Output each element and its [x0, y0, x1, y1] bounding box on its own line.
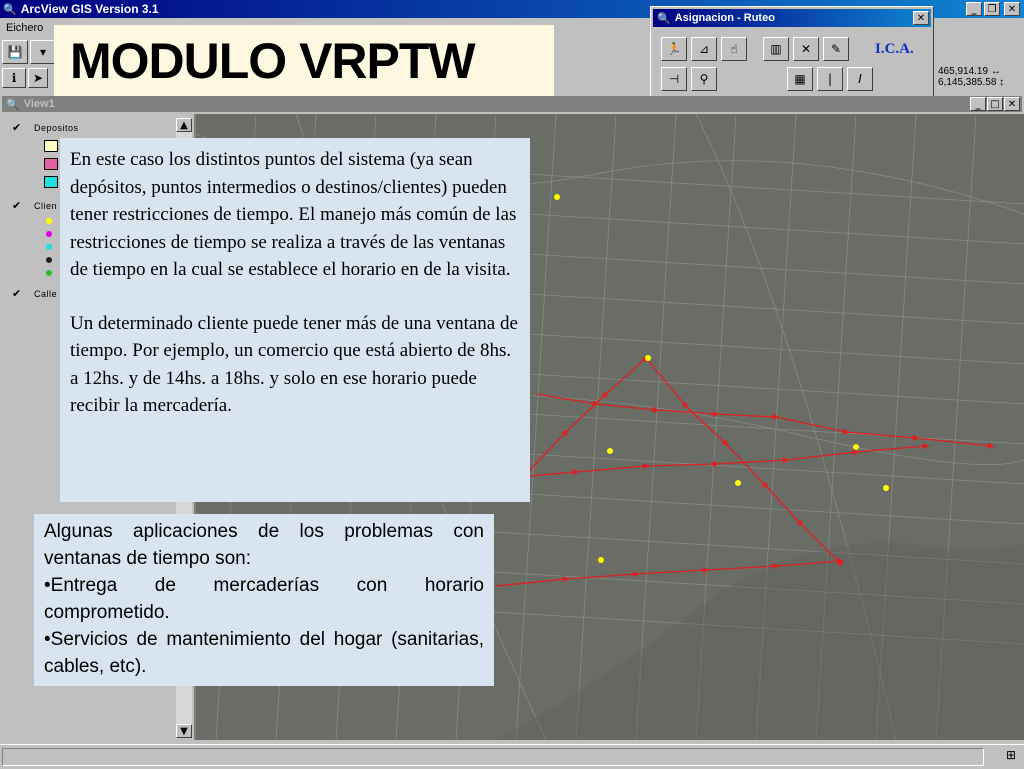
dialog-title: Asignacion - Ruteo — [674, 12, 775, 24]
view-maximize-button[interactable]: □ — [987, 97, 1003, 111]
split-tool-button[interactable]: ⊣ — [661, 67, 687, 91]
applications-intro: Algunas aplicaciones de los problemas con ventanas de tiempo son: — [44, 521, 484, 569]
coord-y: 6,145,385.58 — [938, 77, 997, 88]
hand-tool-button[interactable]: ☝ — [721, 37, 747, 61]
theme-label: Clien — [34, 201, 58, 211]
legend-point — [46, 231, 52, 237]
asignacion-dialog — [650, 6, 934, 106]
minimize-button[interactable]: _ — [966, 2, 982, 16]
legend-theme-calles[interactable] — [12, 288, 57, 300]
restore-button[interactable]: ❐ — [984, 2, 1000, 16]
delete-tool-button[interactable]: ✕ — [793, 37, 819, 61]
pin-tool-button[interactable]: ⚲ — [691, 67, 717, 91]
chart-tool-button[interactable]: ▥ — [763, 37, 789, 61]
view-minimize-button[interactable]: _ — [970, 97, 986, 111]
size-grip-icon: ⊞ — [1005, 748, 1016, 762]
view-title: View1 — [23, 98, 55, 110]
legend-point — [46, 270, 52, 276]
scroll-down-button[interactable]: ▼ — [176, 724, 192, 738]
app-title: ArcView GIS Version 3.1 — [20, 2, 159, 16]
vertical-arrows-icon: ↕ — [999, 77, 1005, 88]
legend-theme-depositos[interactable] — [12, 122, 79, 134]
slide-title-box — [54, 25, 554, 97]
applications-bullet: •Servicios de mantenimiento del hogar (sanitarias, cables, etc). — [44, 629, 484, 677]
coord-x: 465,914.19 — [938, 66, 989, 77]
applications-bullet: •Entrega de mercaderías con horario comprometido. — [44, 575, 484, 623]
view-titlebar — [2, 96, 1022, 112]
legend-swatch — [44, 158, 58, 170]
italic-tool-button[interactable]: I — [847, 67, 873, 91]
toolbar-row-1 — [2, 40, 56, 64]
slide-title: MODULO VRPTW — [70, 33, 475, 89]
theme-label: Depositos — [34, 123, 79, 133]
dialog-titlebar — [653, 9, 931, 27]
horizontal-arrows-icon: ↔ — [990, 66, 1001, 77]
text-panel-time-windows — [60, 138, 530, 502]
paragraph-example: Un determinado cliente puede tener más de una ventana de tiempo. Por ejemplo, un comercio que está abierto de 8hs. a 12hs. y de 14hs. a 18hs. y solo en ese horario puede recibir la mercadería. — [70, 312, 518, 416]
dialog-icon: 🔍 — [657, 11, 671, 25]
stairs-tool-button[interactable]: ⊿ — [691, 37, 717, 61]
legend-theme-clientes[interactable] — [12, 200, 57, 212]
theme-label: Calle — [34, 289, 58, 299]
status-field — [2, 748, 984, 766]
legend-point — [46, 244, 52, 250]
client-point — [853, 444, 859, 450]
coordinates-readout — [938, 66, 1004, 88]
client-point — [607, 448, 613, 454]
pointer-tool[interactable]: ➤ — [28, 68, 48, 88]
paragraph-time-windows: En este caso los distintos puntos del sistema (ya sean depósitos, puntos intermedios o destinos/clientes) pueden tener restricciones de tiempo. El manejo más común de las restricciones de tiempo se realiza a través de las ventanas de tiempo en la cual se establece el horario en de la visita. — [70, 149, 517, 280]
legend-swatch — [44, 176, 58, 188]
info-tool[interactable]: ℹ — [2, 68, 26, 88]
client-point — [735, 480, 741, 486]
checkbox-icon[interactable]: ✔ — [12, 287, 22, 300]
line-tool-button[interactable]: | — [817, 67, 843, 91]
legend-point — [46, 257, 52, 263]
scroll-up-button[interactable]: ▲ — [176, 118, 192, 132]
tool-button[interactable]: ▾ — [30, 40, 56, 64]
client-point — [883, 485, 889, 491]
ica-logo: I.C.A. — [875, 41, 914, 57]
runner-tool-button[interactable]: 🏃 — [661, 37, 687, 61]
checkbox-icon[interactable]: ✔ — [12, 199, 22, 212]
status-bar — [0, 744, 1024, 769]
menu-item-file[interactable]: Eichero — [6, 22, 44, 34]
client-point — [598, 557, 604, 563]
grid-tool-button[interactable]: ▦ — [787, 67, 813, 91]
legend-swatch — [44, 140, 58, 152]
checkbox-icon[interactable]: ✔ — [12, 121, 22, 134]
view-icon: 🔍 — [6, 97, 20, 111]
legend-point — [46, 218, 52, 224]
text-panel-applications — [34, 514, 494, 686]
client-point — [554, 194, 560, 200]
edit-tool-button[interactable]: ✎ — [823, 37, 849, 61]
dialog-close-button[interactable]: ✕ — [913, 11, 929, 25]
client-point — [645, 355, 651, 361]
app-icon: 🔍 — [3, 2, 17, 16]
toolbar-row-2 — [2, 68, 48, 88]
save-button[interactable]: 💾 — [2, 40, 28, 64]
close-button[interactable]: ✕ — [1004, 2, 1020, 16]
view-close-button[interactable]: ✕ — [1004, 97, 1020, 111]
